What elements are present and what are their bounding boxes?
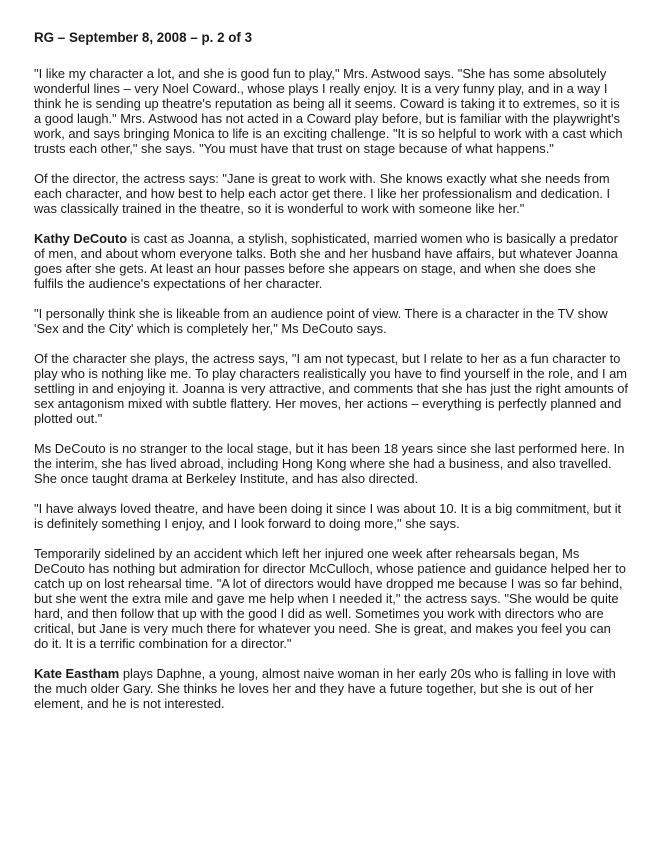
paragraph-decouto-intro bbox=[34, 231, 628, 291]
paragraph-decouto-character bbox=[34, 351, 628, 426]
paragraph-text: is cast as Joanna, a stylish, sophisticated, married women who is basically a predator of men, and about whom everyone talks. Both she and her husband have affairs, but whatever Joanna goes after she gets. At least an hour passes before she appears on stage, and when she does she fulfils the audience's expectations of her character. bbox=[34, 231, 618, 291]
paragraph-decouto-background bbox=[34, 441, 628, 486]
actor-name: Kathy DeCouto bbox=[34, 231, 128, 246]
paragraph-text: "I like my character a lot, and she is good fun to play," Mrs. Astwood says. "She has some absolutely wonderful lines – very Noel Coward., whose plays I really enjoy. It is a very funny play, and in a way I think he is sending up theatre's reputation as being all it seems. Coward is taking it to extremes, so it is a good laugh." Mrs. Astwood has not acted in a Coward play before, but is familiar with the playwright's work, and says bringing Monica to life is an exciting challenge. "It is so helpful to work with a cast which trusts each other," she says. "You must have that trust on stage because of what happens." bbox=[34, 66, 623, 156]
paragraph-text: Ms DeCouto is no stranger to the local stage, but it has been 18 years since she last performed here. In the interim, she has lived abroad, including Hong Kong where she had a business, and also travelled. She once taught drama at Berkeley Institute, and has also directed. bbox=[34, 441, 625, 486]
paragraph-text: "I personally think she is likeable from an audience point of view. There is a character in the TV show 'Sex and the City' which is completely her," Ms DeCouto says. bbox=[34, 306, 608, 336]
paragraph-eastham-intro bbox=[34, 666, 628, 711]
paragraph-text: plays Daphne, a young, almost naive woman in her early 20s who is falling in love with the much older Gary. She thinks he loves her and they have a future together, but she is out of her element, and he is not interested. bbox=[34, 666, 616, 711]
paragraph-decouto-accident bbox=[34, 546, 628, 651]
paragraph-astwood-character bbox=[34, 66, 628, 156]
page-header: RG – September 8, 2008 – p. 2 of 3 bbox=[34, 30, 253, 45]
paragraph-text: Of the director, the actress says: "Jane is great to work with. She knows exactly what she needs from each character, and how best to help each actor get there. I like her professionalism and dedication. I was classically trained in the theatre, so it is wonderful to work with someone like her." bbox=[34, 171, 611, 216]
paragraph-text: Temporarily sidelined by an accident which left her injured one week after rehearsals began, Ms DeCouto has nothing but admiration for director McCulloch, whose patience and guidance helped her to catch up on lost rehearsal time. "A lot of directors would have dropped me because I was so far behind, but she went the extra mile and gave me help when I needed it," the actress says. "She would be quite hard, and then follow that up with the good I did as well. Sometimes you work with directors who are critical, but Jane is very much there for whatever you need. She is great, and makes you feel you can do it. It is a terrific combination for a director." bbox=[34, 546, 626, 651]
paragraph-astwood-director bbox=[34, 171, 628, 216]
paragraph-text: "I have always loved theatre, and have been doing it since I was about 10. It is a big commitment, but it is definitely something I enjoy, and I look forward to doing more," she says. bbox=[34, 501, 622, 531]
paragraph-decouto-theatre bbox=[34, 501, 628, 531]
paragraph-text: Of the character she plays, the actress says, "I am not typecast, but I relate to her as a fun character to play who is nothing like me. To play characters realistically you have to find yourself in the role, and I am settling in and enjoying it. Joanna is very attractive, and comments that she has just the right amounts of sex antagonism mixed with subtle flattery. Her moves, her actions – everything is perfectly planned and plotted out." bbox=[34, 351, 629, 426]
actor-name: Kate Eastham bbox=[34, 666, 120, 681]
paragraph-decouto-likeable bbox=[34, 306, 628, 336]
